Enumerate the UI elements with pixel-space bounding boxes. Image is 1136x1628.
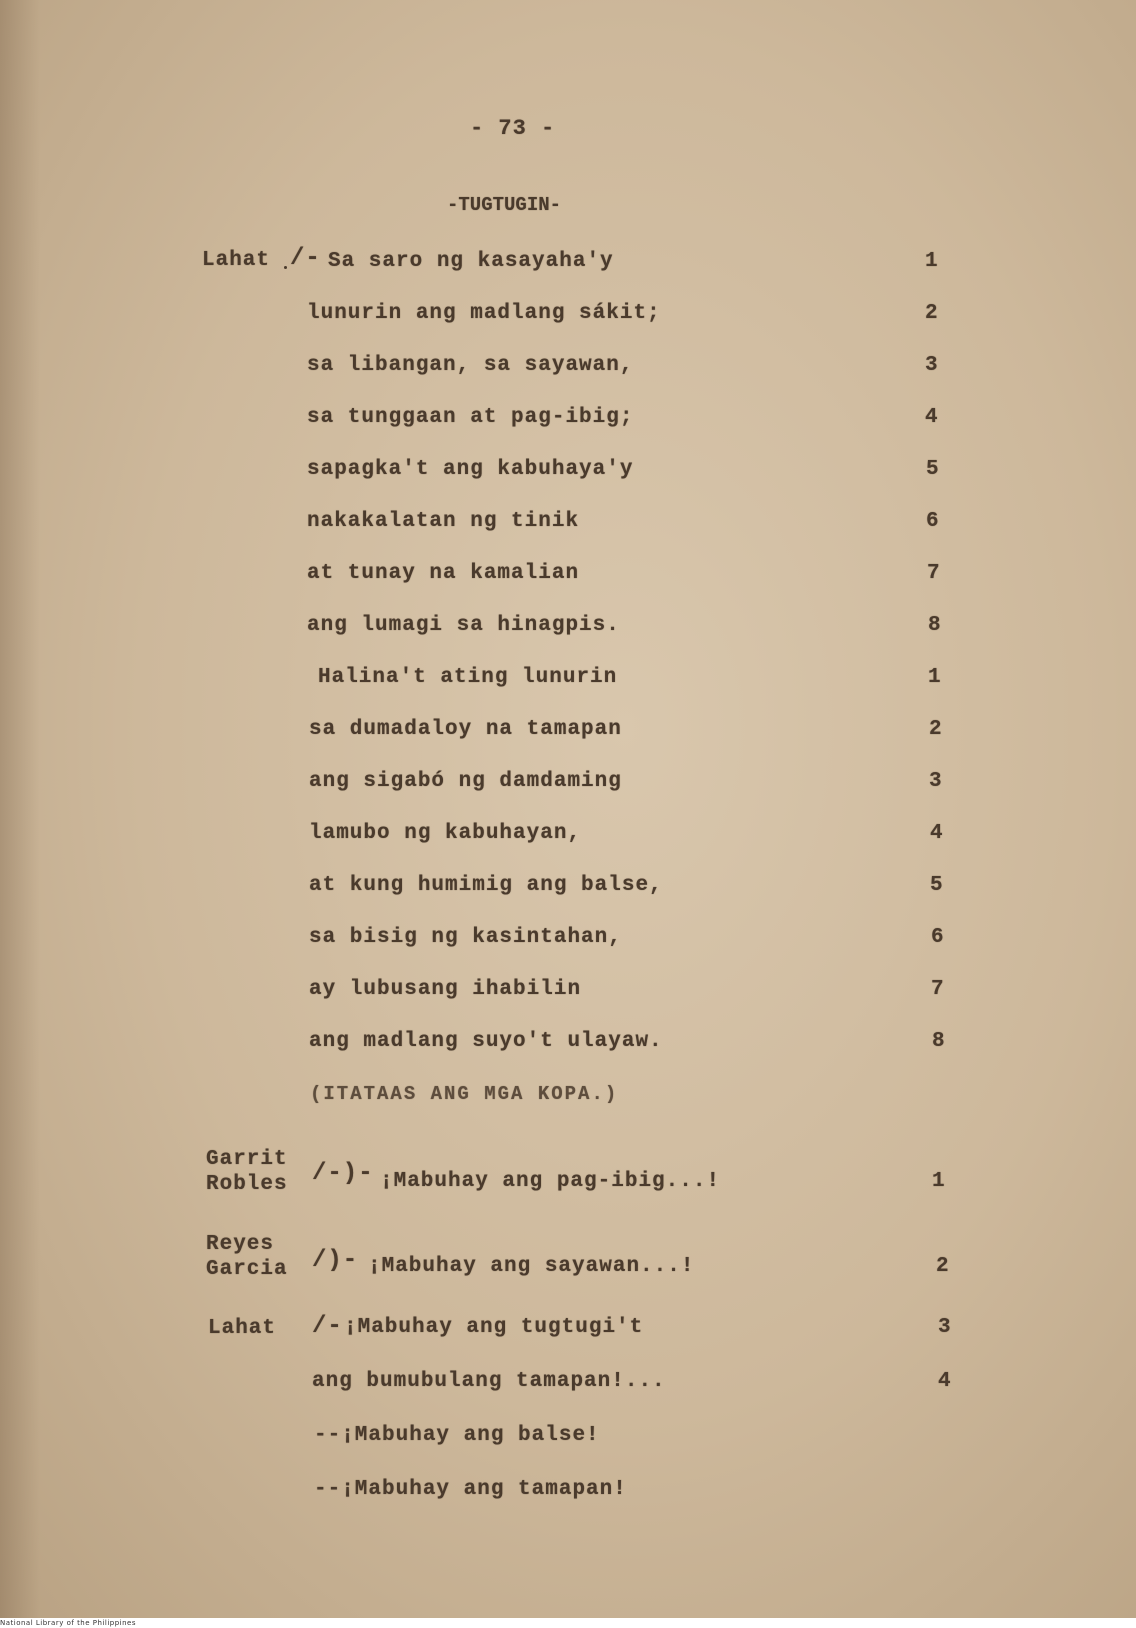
line-number: 3 (929, 770, 943, 793)
line-number: 1 (932, 1170, 946, 1193)
line-number: 4 (930, 822, 944, 845)
verse-line: at kung humimig ang balse, (309, 874, 663, 897)
verse-line: lamubo ng kabuhayan, (309, 822, 582, 845)
verse-line: sa bisig ng kasintahan, (309, 926, 622, 949)
line-number: 3 (925, 354, 939, 377)
speaker-mark: /-)- (312, 1160, 374, 1187)
speaker-mark: /- (290, 245, 321, 272)
line-number: 8 (928, 614, 942, 637)
verse-line: sa libangan, sa sayawan, (307, 354, 634, 377)
speaker-label: Reyes (206, 1233, 275, 1256)
line-number: 8 (932, 1030, 946, 1053)
verse-line: sapagka't ang kabuhaya'y (307, 458, 634, 481)
line-number: 2 (929, 718, 943, 741)
line-number: 2 (925, 302, 939, 325)
verse-line: ¡Mabuhay ang pag-ibig...! (380, 1170, 721, 1193)
line-number: 4 (938, 1370, 952, 1393)
verse-line: ¡Mabuhay ang sayawan...! (368, 1255, 695, 1278)
verse-line: nakakalatan ng tinik (307, 510, 580, 533)
line-number: 2 (936, 1255, 950, 1278)
line-number: 5 (926, 458, 940, 481)
line-number: 4 (925, 406, 939, 429)
speaker-label: Lahat (202, 249, 271, 272)
verse-line: --¡Mabuhay ang tamapan! (314, 1478, 627, 1501)
verse-line: ay lubusang ihabilin (309, 978, 582, 1001)
speaker-mark: /)- (312, 1247, 359, 1274)
footer-credit: National Library of the Philippines (0, 1619, 136, 1627)
verse-line: ang madlang suyo't ulayaw. (309, 1030, 663, 1053)
verse-line: lunurin ang madlang sákit; (307, 302, 661, 325)
verse-line: sa dumadaloy na tamapan (309, 718, 622, 741)
line-number: 6 (926, 510, 940, 533)
line-number: 6 (931, 926, 945, 949)
verse-line: sa tunggaan at pag-ibig; (307, 406, 634, 429)
stage-direction: (ITATAAS ANG MGA KOPA.) (310, 1083, 619, 1105)
line-number: 1 (925, 250, 939, 273)
line-number: 3 (938, 1316, 952, 1339)
section-title: -TUGTUGIN- (447, 194, 562, 216)
line-number: 7 (927, 562, 941, 585)
ink-dot (284, 266, 287, 269)
verse-line: ang lumagi sa hinagpis. (307, 614, 620, 637)
verse-line: at tunay na kamalian (307, 562, 580, 585)
speaker-label: Garrit (206, 1148, 288, 1171)
speaker-label: Robles (206, 1173, 288, 1196)
verse-line: Halina't ating lunurin (318, 666, 618, 689)
line-number: 5 (930, 874, 944, 897)
verse-line: ang sigabó ng damdaming (309, 770, 622, 793)
verse-line: Sa saro ng kasayaha'y (328, 250, 614, 273)
speaker-label: Lahat (208, 1317, 277, 1340)
verse-line: ¡Mabuhay ang tugtugi't (344, 1316, 644, 1339)
verse-line: ang bumubulang tamapan!... (312, 1370, 666, 1393)
page-number: - 73 - (470, 116, 556, 141)
speaker-label: Garcia (206, 1258, 288, 1281)
verse-line: --¡Mabuhay ang balse! (314, 1424, 600, 1447)
speaker-mark: /- (312, 1313, 343, 1340)
line-number: 7 (931, 978, 945, 1001)
line-number: 1 (928, 666, 942, 689)
